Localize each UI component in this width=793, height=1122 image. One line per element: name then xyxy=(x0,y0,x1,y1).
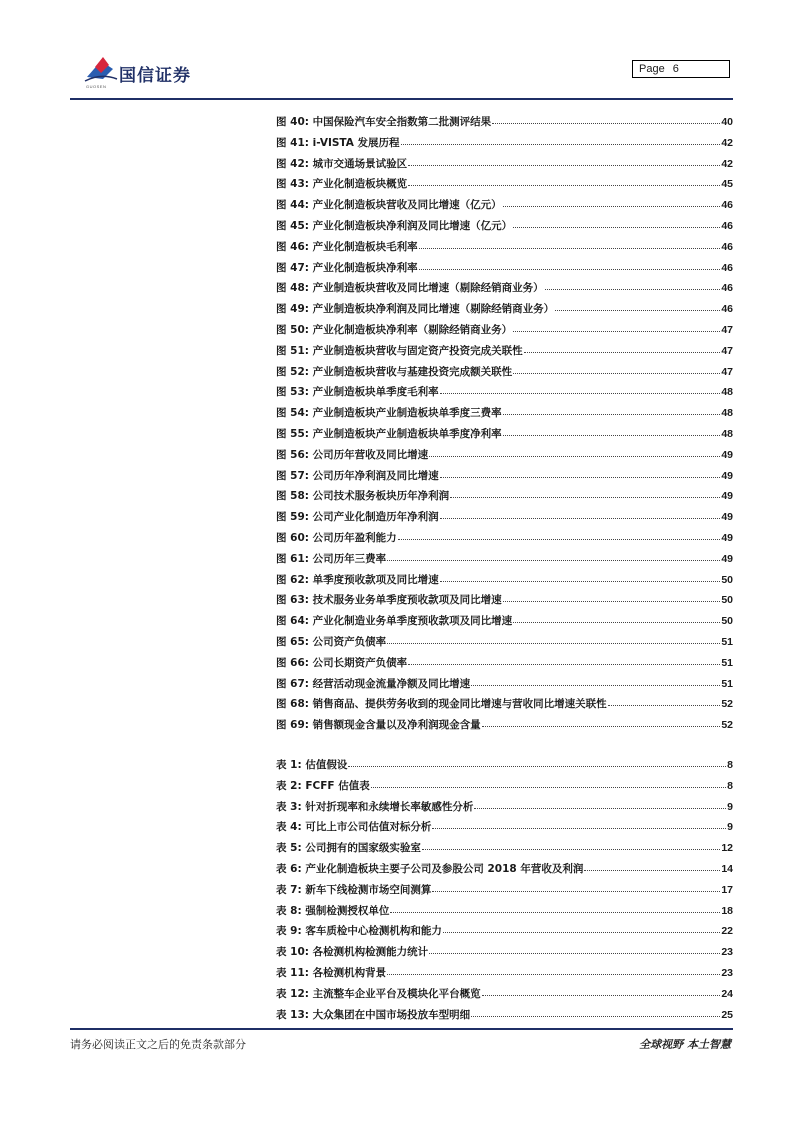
toc-entry-label: 表 9: 客车质检中心检测机构和能力 xyxy=(276,925,442,938)
toc-entry-page: 17 xyxy=(721,883,733,896)
toc-entry-page: 46 xyxy=(721,282,733,295)
toc-entry[interactable] xyxy=(276,509,733,530)
toc-leader-dots xyxy=(503,198,721,207)
footer-disclaimer: 请务必阅读正文之后的免责条款部分 xyxy=(70,1038,246,1051)
toc-entry[interactable] xyxy=(276,343,733,364)
toc-leader-dots xyxy=(471,1008,720,1017)
toc-entry-label: 图 45: 产业化制造板块净利润及同比增速（亿元） xyxy=(276,219,513,232)
header-divider xyxy=(70,98,733,100)
page-indicator xyxy=(632,60,730,78)
toc-entry-page: 47 xyxy=(721,365,733,378)
toc-entry[interactable] xyxy=(276,218,733,239)
toc-leader-dots xyxy=(432,883,720,892)
toc-entry-page: 42 xyxy=(721,136,733,149)
toc-entry-label: 图 40: 中国保险汽车安全指数第二批测评结果 xyxy=(276,116,492,128)
toc-entry-page: 51 xyxy=(721,656,733,669)
toc-entry-label: 表 1: 估值假设 xyxy=(276,759,348,771)
toc-entry-label: 图 67: 经营活动现金流量净额及同比增速 xyxy=(276,677,471,690)
toc-entry-page: 49 xyxy=(721,448,733,461)
toc-leader-dots xyxy=(432,820,726,829)
toc-leader-dots xyxy=(387,635,720,644)
toc-entry[interactable] xyxy=(276,613,733,634)
toc-entry-label: 图 63: 技术服务业务单季度预收款项及同比增速 xyxy=(276,594,502,607)
toc-leader-dots xyxy=(608,697,721,706)
toc-entry-page: 46 xyxy=(721,261,733,274)
toc-entry-label: 图 52: 产业制造板块营收与基建投资完成额关联性 xyxy=(276,365,513,378)
toc-entry[interactable] xyxy=(276,986,733,1007)
toc-leader-dots xyxy=(482,718,721,727)
toc-entry[interactable] xyxy=(276,405,733,426)
toc-entry-label: 表 7: 新车下线检测市场空间测算 xyxy=(276,883,432,896)
toc-entry-page: 49 xyxy=(721,552,733,565)
toc-entry[interactable] xyxy=(276,655,733,676)
toc-leader-dots xyxy=(440,385,721,394)
toc-entry-page: 48 xyxy=(721,407,733,420)
toc-entry[interactable] xyxy=(276,301,733,322)
toc-entry-page: 8 xyxy=(727,779,733,792)
logo-icon xyxy=(83,55,119,85)
toc-entry-page: 49 xyxy=(721,531,733,544)
toc-entry-label: 图 51: 产业制造板块营收与固定资产投资完成关联性 xyxy=(276,344,523,357)
toc-entry-page: 47 xyxy=(721,344,733,357)
toc-entry-label: 表 2: FCFF 估值表 xyxy=(276,779,370,792)
toc-leader-dots xyxy=(387,552,720,561)
toc-leader-dots xyxy=(401,136,721,145)
toc-entry[interactable] xyxy=(276,280,733,301)
toc-leader-dots xyxy=(584,862,720,871)
toc-entry[interactable] xyxy=(276,114,733,135)
toc-entry-label: 图 58: 公司技术服务板块历年净利润 xyxy=(276,490,450,503)
toc-entry[interactable] xyxy=(276,239,733,260)
toc-leader-dots xyxy=(482,987,721,996)
toc-entry-label: 表 10: 各检测机构检测能力统计 xyxy=(276,946,429,959)
toc-leader-dots xyxy=(450,489,720,498)
toc-leader-dots xyxy=(545,281,721,290)
footer-divider xyxy=(70,1028,733,1030)
toc-entry-label: 图 42: 城市交通场景试验区 xyxy=(276,157,408,170)
toc-leader-dots xyxy=(513,323,720,332)
toc-entry-page: 50 xyxy=(721,594,733,607)
toc-leader-dots xyxy=(371,779,726,788)
toc-entry-label: 图 56: 公司历年营收及同比增速 xyxy=(276,448,429,461)
toc-entry-page: 51 xyxy=(721,677,733,690)
toc-entry-label: 表 3: 针对折现率和永续增长率敏感性分析 xyxy=(276,800,474,813)
toc-entry-page: 49 xyxy=(721,490,733,503)
logo-text: 国信证券 xyxy=(119,66,191,86)
toc-leader-dots xyxy=(408,177,720,186)
toc-entry[interactable] xyxy=(276,965,733,986)
toc-leader-dots xyxy=(492,115,720,124)
toc-entry[interactable] xyxy=(276,426,733,447)
toc-entry[interactable] xyxy=(276,696,733,717)
toc-leader-dots xyxy=(471,677,720,686)
toc-entry[interactable] xyxy=(276,176,733,197)
toc-entry-page: 46 xyxy=(721,240,733,253)
toc-entry[interactable] xyxy=(276,384,733,405)
toc-entry[interactable] xyxy=(276,468,733,489)
toc-entry[interactable] xyxy=(276,260,733,281)
toc-entry[interactable] xyxy=(276,197,733,218)
toc-leader-dots xyxy=(408,656,720,665)
toc-entry-label: 图 43: 产业化制造板块概览 xyxy=(276,178,408,191)
toc-entry[interactable] xyxy=(276,923,733,944)
toc-leader-dots xyxy=(440,469,721,478)
toc-leader-dots xyxy=(419,240,721,249)
toc-leader-dots xyxy=(474,800,726,809)
toc-entry[interactable] xyxy=(276,819,733,840)
toc-entry-label: 图 60: 公司历年盈利能力 xyxy=(276,531,397,544)
toc-entry-label: 图 48: 产业制造板块营收及同比增速（剔除经销商业务） xyxy=(276,282,544,295)
toc-leader-dots xyxy=(513,365,720,374)
toc-entry-label: 图 68: 销售商品、提供劳务收到的现金同比增速与营收同比增速关联性 xyxy=(276,698,607,711)
toc-entry[interactable] xyxy=(276,717,733,738)
toc-entry-label: 图 62: 单季度预收款项及同比增速 xyxy=(276,573,439,586)
toc-entry-label: 表 6: 产业化制造板块主要子公司及参股公司 2018 年营收及利润 xyxy=(276,862,584,875)
toc-entry-page: 52 xyxy=(721,719,733,732)
toc-entry[interactable] xyxy=(276,944,733,965)
company-logo xyxy=(83,55,203,95)
toc-entry[interactable] xyxy=(276,799,733,820)
toc-leader-dots xyxy=(503,427,721,436)
page-number: 6 xyxy=(672,63,679,75)
toc-leader-dots xyxy=(348,758,726,767)
toc-entry-page: 40 xyxy=(721,116,733,128)
toc-entry-label: 图 49: 产业制造板块净利润及同比增速（剔除经销商业务） xyxy=(276,303,555,316)
toc-leader-dots xyxy=(408,157,720,166)
toc-entry-label: 图 64: 产业化制造业务单季度预收款项及同比增速 xyxy=(276,615,513,628)
toc-entry[interactable] xyxy=(276,634,733,655)
toc-entry-label: 表 12: 主流整车企业平台及模块化平台概览 xyxy=(276,987,481,1000)
toc-entry-label: 图 41: i-VISTA 发展历程 xyxy=(276,136,400,149)
toc-entry-page: 8 xyxy=(727,759,733,771)
toc-entry[interactable] xyxy=(276,1007,733,1028)
page-label: Page xyxy=(639,63,665,75)
toc-entry[interactable] xyxy=(276,156,733,177)
toc-entry-label: 图 59: 公司产业化制造历年净利润 xyxy=(276,511,439,524)
toc-entry-page: 48 xyxy=(721,427,733,440)
toc-leader-dots xyxy=(524,344,721,353)
toc-entry-page: 46 xyxy=(721,303,733,316)
toc-entry[interactable] xyxy=(276,882,733,903)
toc-entry-label: 表 8: 强制检测授权单位 xyxy=(276,904,390,917)
toc-entry-label: 表 5: 公司拥有的国家级实验室 xyxy=(276,842,421,855)
toc-leader-dots xyxy=(440,573,721,582)
toc-entry[interactable] xyxy=(276,861,733,882)
figure-list xyxy=(276,114,733,738)
toc-entry-page: 49 xyxy=(721,511,733,524)
toc-leader-dots xyxy=(503,406,721,415)
toc-entry-page: 52 xyxy=(721,698,733,711)
toc-leader-dots xyxy=(390,904,720,913)
toc-leader-dots xyxy=(443,924,720,933)
logo-subtext: GUOSEN xyxy=(86,84,107,89)
toc-entry-label: 图 54: 产业制造板块产业制造板块单季度三费率 xyxy=(276,407,502,420)
toc-entry-page: 47 xyxy=(721,323,733,336)
toc-entry-page: 46 xyxy=(721,219,733,232)
toc-entry-label: 图 46: 产业化制造板块毛利率 xyxy=(276,240,418,253)
toc-entry[interactable] xyxy=(276,572,733,593)
toc-entry-label: 表 13: 大众集团在中国市场投放车型明细 xyxy=(276,1008,471,1021)
toc-leader-dots xyxy=(429,945,720,954)
toc-entry-page: 48 xyxy=(721,386,733,399)
toc-entry[interactable] xyxy=(276,135,733,156)
toc-entry-label: 图 53: 产业制造板块单季度毛利率 xyxy=(276,386,439,399)
toc-entry[interactable] xyxy=(276,488,733,509)
toc-leader-dots xyxy=(513,219,720,228)
toc-leader-dots xyxy=(503,593,721,602)
toc-entry-page: 46 xyxy=(721,199,733,212)
toc-entry-label: 图 57: 公司历年净利润及同比增速 xyxy=(276,469,439,482)
toc-entry[interactable] xyxy=(276,840,733,861)
toc-leader-dots xyxy=(398,531,721,540)
toc-entry[interactable] xyxy=(276,903,733,924)
toc-entry[interactable] xyxy=(276,592,733,613)
toc-entry-label: 表 11: 各检测机构背景 xyxy=(276,966,387,979)
toc-entry-page: 49 xyxy=(721,469,733,482)
toc-entry-label: 图 47: 产业化制造板块净利率 xyxy=(276,261,418,274)
toc-entry-label: 图 69: 销售额现金含量以及净利润现金含量 xyxy=(276,719,481,732)
toc-entry-label: 图 65: 公司资产负债率 xyxy=(276,635,387,648)
toc-entry[interactable] xyxy=(276,530,733,551)
toc-entry-page: 51 xyxy=(721,635,733,648)
toc-leader-dots xyxy=(419,261,721,270)
toc-entry-page: 24 xyxy=(721,987,733,1000)
toc-entry-page: 18 xyxy=(721,904,733,917)
toc-entry[interactable] xyxy=(276,676,733,697)
toc-entry[interactable] xyxy=(276,778,733,799)
toc-entry-page: 50 xyxy=(721,573,733,586)
toc-leader-dots xyxy=(387,966,720,975)
toc-entry[interactable] xyxy=(276,364,733,385)
toc-entry-label: 图 66: 公司长期资产负债率 xyxy=(276,656,408,669)
toc-entry-page: 23 xyxy=(721,966,733,979)
toc-leader-dots xyxy=(440,510,721,519)
toc-entry-page: 23 xyxy=(721,946,733,959)
footer-slogan: 全球视野 本土智慧 xyxy=(639,1038,731,1051)
toc-leader-dots xyxy=(422,841,720,850)
toc-entry[interactable] xyxy=(276,447,733,468)
toc-entry-label: 图 50: 产业化制造板块净利率（剔除经销商业务） xyxy=(276,323,513,336)
toc-entry-label: 图 61: 公司历年三费率 xyxy=(276,552,387,565)
toc-entry[interactable] xyxy=(276,757,733,778)
toc-leader-dots xyxy=(555,302,720,311)
toc-entry-page: 42 xyxy=(721,157,733,170)
toc-entry-page: 14 xyxy=(721,862,733,875)
toc-entry-label: 图 55: 产业制造板块产业制造板块单季度净利率 xyxy=(276,427,502,440)
toc-entry-page: 50 xyxy=(721,615,733,628)
toc-entry[interactable] xyxy=(276,551,733,572)
toc-entry-page: 22 xyxy=(721,925,733,938)
toc-entry-label: 表 4: 可比上市公司估值对标分析 xyxy=(276,821,432,834)
toc-entry-page: 25 xyxy=(721,1008,733,1021)
toc-entry[interactable] xyxy=(276,322,733,343)
toc-entry-page: 9 xyxy=(727,800,733,813)
toc-entry-page: 45 xyxy=(721,178,733,191)
toc-leader-dots xyxy=(513,614,720,623)
toc-leader-dots xyxy=(429,448,720,457)
toc-entry-page: 9 xyxy=(727,821,733,834)
toc-entry-page: 12 xyxy=(721,842,733,855)
toc-entry-label: 图 44: 产业化制造板块营收及同比增速（亿元） xyxy=(276,199,502,212)
table-list xyxy=(276,757,733,1027)
